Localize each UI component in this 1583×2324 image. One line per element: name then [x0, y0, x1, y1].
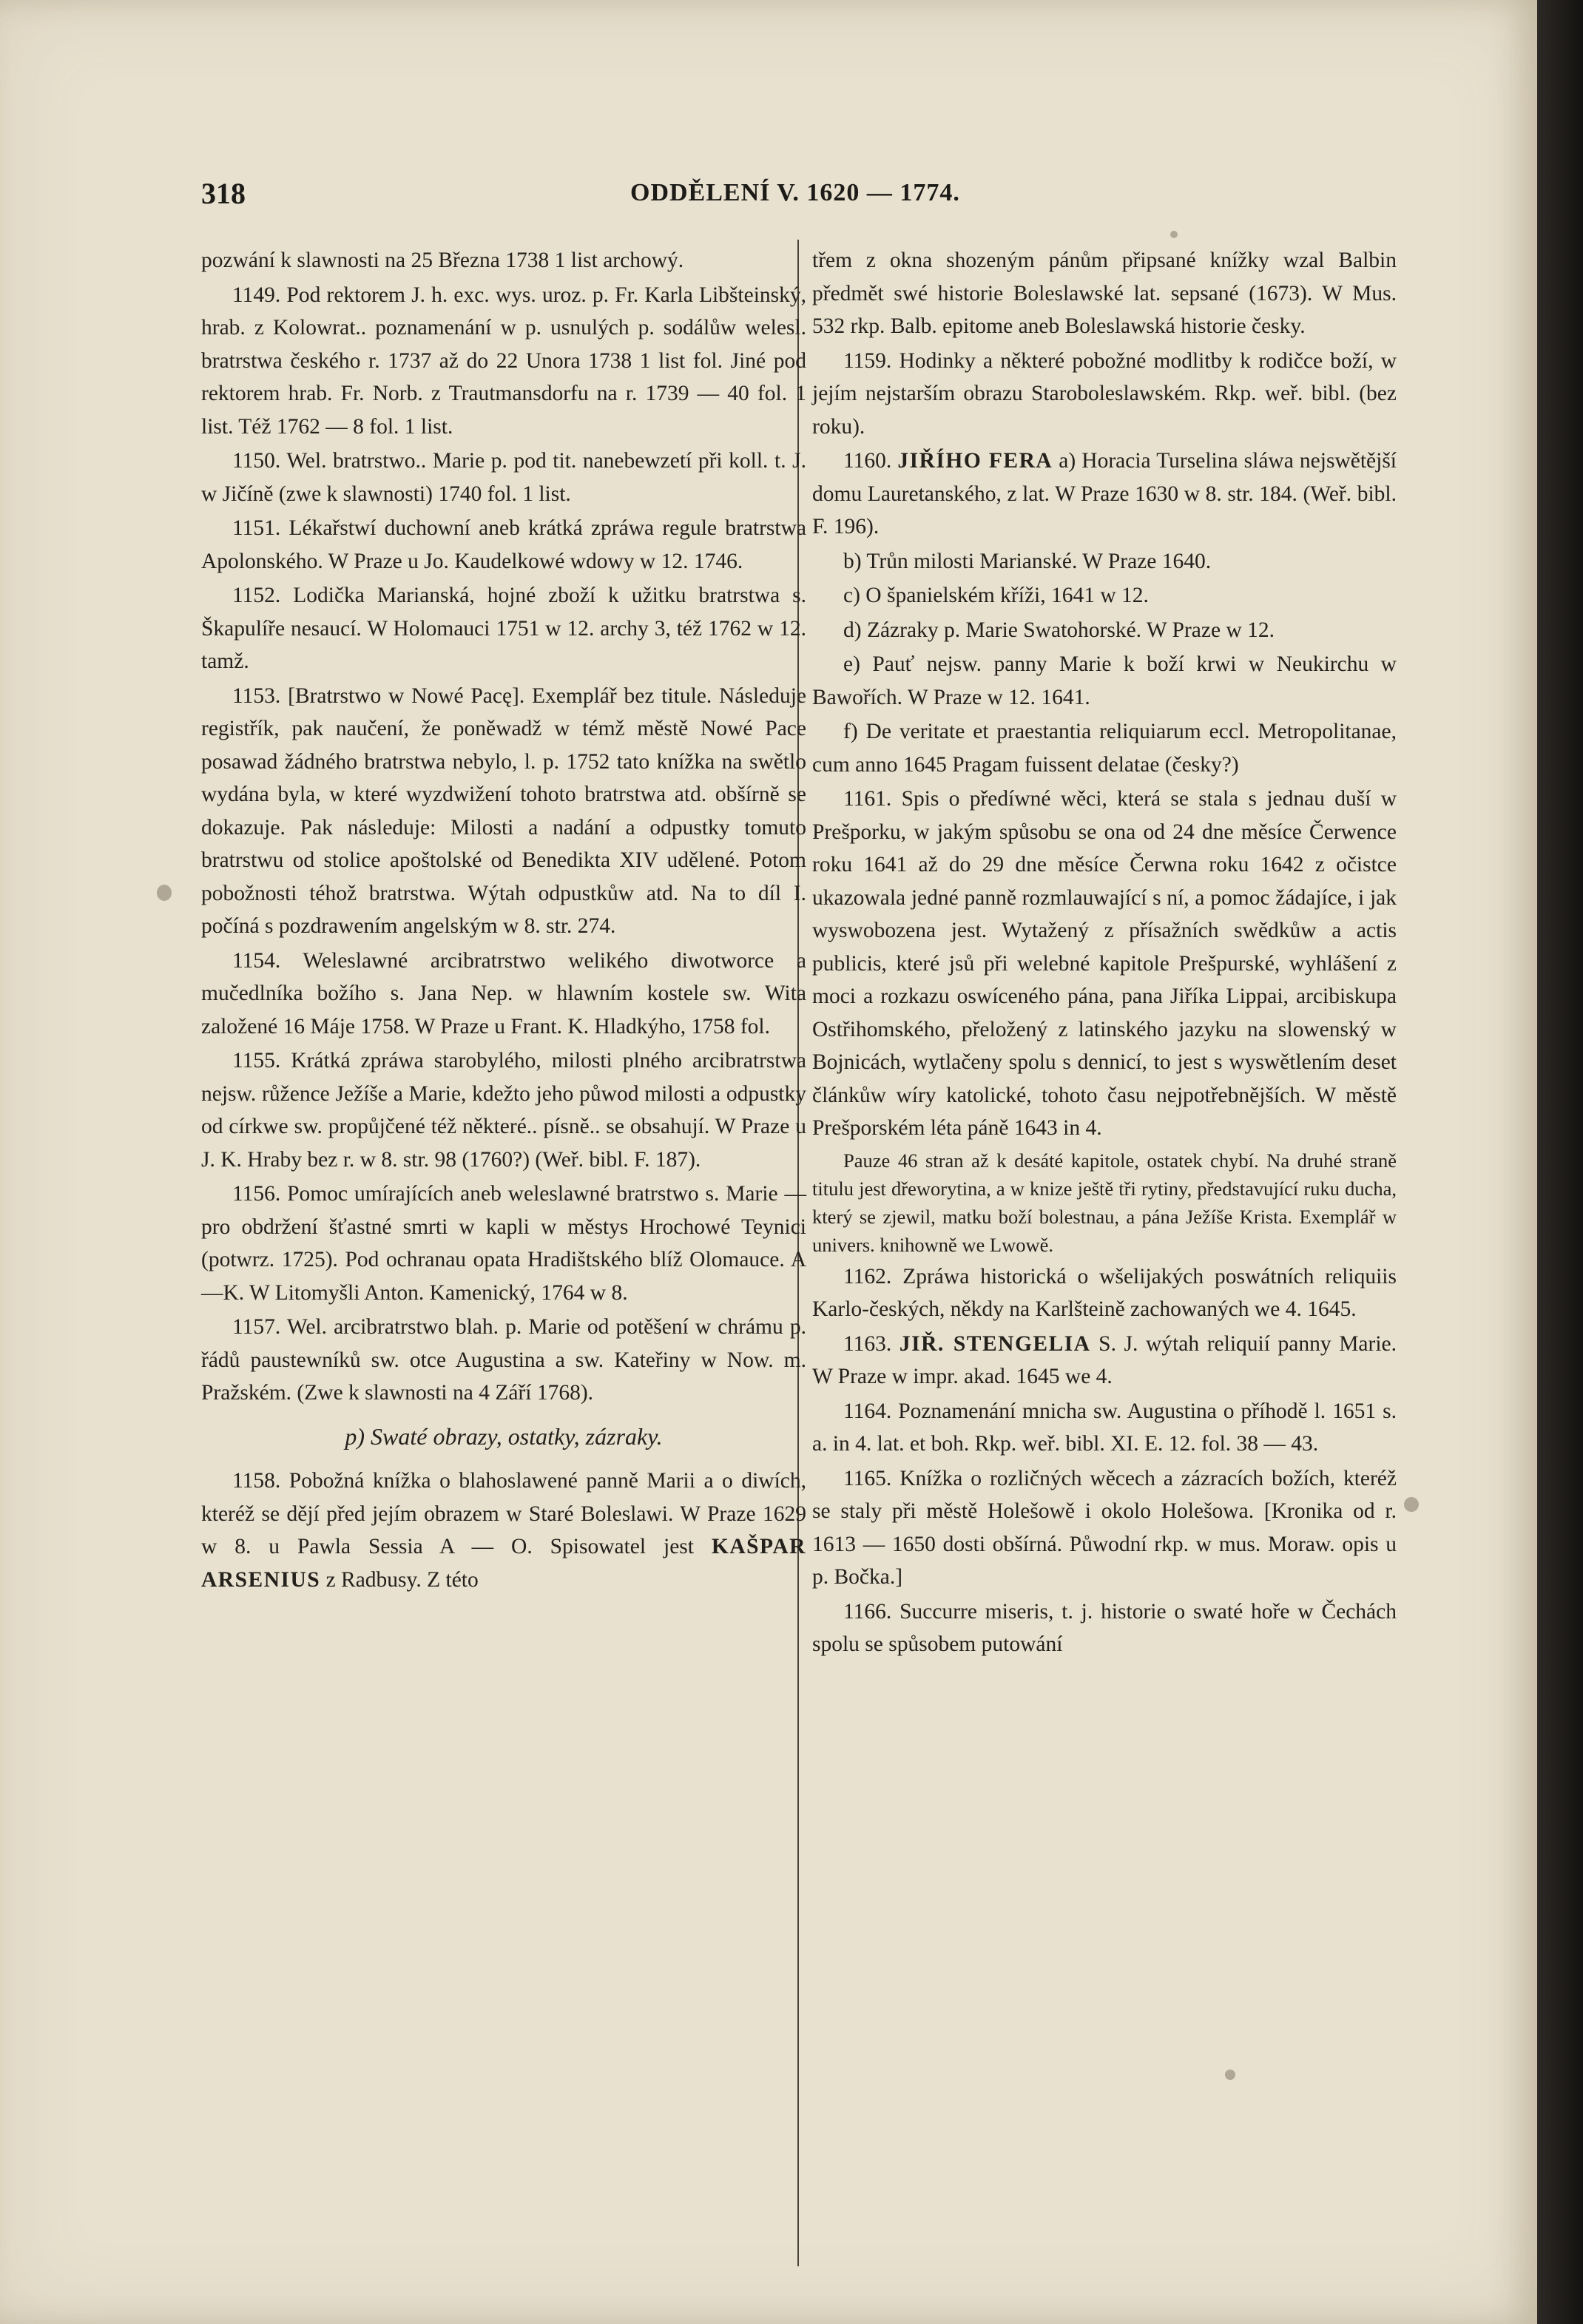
catalog-entry: třem z okna shozeným pánům připsané knížky wzal Balbin předmět swé historie Boleslawské lat. sepsané (1673). W Mus. 532 rkp. Balb. epitome aneb Boleslawská historie česky.	[812, 249, 1397, 338]
section-heading: p) Swaté obrazy, ostatky, zázraky.	[345, 1422, 663, 1450]
catalog-entry: 1165. Knížka o rozličných wěcech a zázracích božích, kteréž se staly při městě Holešowě i okolo Holešowa. [Kronika od r. 1613 — 1650 dosti obšírná. Půwodní rkp. w mus. Moraw. opis u p. Bočka.]	[812, 1466, 1397, 1589]
author-name: JIŘÍHO FERA	[897, 449, 1053, 473]
catalog-entry: 1154. Weleslawné arcibratrstwo welikého diwotworce a mučedlníka božího s. Jana Nep. w hlawním kostele sw. Wita založené 16 Máje 1758. W Praze u Frant. K. Hladkýho, 1758 fol.	[201, 948, 806, 1038]
catalog-entry: 1162. Zpráwa historická o wšelijakých poswátních reliquiis Karlo-českých, někdy na Karlšteině zachowaných we 4. 1645.	[812, 1264, 1397, 1321]
running-head: ODDĚLENÍ V. 1620 — 1774.	[630, 179, 960, 206]
right-column	[812, 244, 1397, 1663]
left-column	[201, 244, 806, 1598]
catalog-entry: 1166. Succurre miseris, t. j. historie o swaté hoře w Čechách spolu se spůsobem putowání	[812, 1599, 1397, 1656]
catalog-entry: b) Trůn milosti Marianské. W Praze 1640.	[843, 549, 1212, 573]
foxing-spot	[157, 885, 172, 901]
catalog-entry	[812, 445, 1397, 544]
catalog-entry: d) Zázraky p. Marie Swatohorské. W Praze w 12.	[843, 618, 1275, 642]
page-edge	[1537, 0, 1583, 2324]
entry-text: S. J. wýtah reliquií panny Marie. W Praze w impr. akad. 1645 we 4.	[812, 1331, 1397, 1388]
page-number: 318	[201, 177, 246, 210]
catalog-entry: 1157. Wel. arcibratrstwo blah. p. Marie od potěšení w chrámu p. řádů paustewníků sw. otce Augustina a sw. Kateřiny w Now. m. Pražském. (Zwe k slawnosti na 4 Září 1768).	[201, 1315, 806, 1405]
catalog-entry: 1155. Krátká zpráwa starobylého, milosti plného arcibratrstwa nejsw. růžence Ježíše a Marie, kdežto jeho půwod milosti a odpustky od církwe sw. propůjčené též některé.. písně.. se obsahují. W Praze u J. K. Hraby bez r. w 8. str. 98 (1760?) (Weř. bibl. F. 187).	[201, 1049, 806, 1172]
catalog-entry: 1152. Lodička Marianská, hojné zboží k užitku bratrstwa s. Škapulíře nesaucí. W Holomauci 1751 w 12. archy 3, též 1762 w 12. tamž.	[201, 584, 806, 673]
catalog-entry: c) O španielském kříži, 1641 w 12.	[843, 584, 1149, 607]
entry-number: 1160.	[843, 449, 892, 473]
author-name: KAŠPAR ARSENIUS	[201, 1535, 806, 1592]
catalog-entry: e) Pauť nejsw. panny Marie k boží krwi w Neukirchu w Bawořích. W Praze w 12. 1641.	[812, 652, 1397, 709]
catalog-entry: 1151. Lékařstwí duchowní aneb krátká zpráwa regule bratrstwa Apolonského. W Praze u Jo. Kaudelkowé wdowy w 12. 1746.	[201, 516, 806, 573]
catalog-entry: 1156. Pomoc umírajících aneb weleslawné bratrstwo s. Marie — pro obdržení šťastné smrti w kapli w městys Hrochowé Teynici (potwrz. 1725). Pod ochranau opata Hradištského blíž Olomauce. A—K. W Litomyšli Anton. Kamenický, 1764 w 8.	[201, 1182, 806, 1305]
catalog-entry	[812, 1328, 1397, 1394]
page-header	[201, 176, 1392, 213]
author-name: JIŘ. STENGELIA	[899, 1331, 1091, 1356]
entry-number: 1163.	[843, 1331, 892, 1356]
entry-text: a) Horacia Turselina sláwa nejswětější domu Lauretanského, z lat. W Praze 1630 w 8. str. 184. (Weř. bibl. F. 196).	[812, 449, 1397, 538]
catalog-entry: 1161. Spis o předíwné wěci, která se stala s jednau duší w Prešporku, w jakým spůsobu se ona od 24 dne měsíce Čerwence roku 1641 až do 29 dne měsíce Čerwna roku 1642 z očistce ukazowala jedné panně rozmlauwající s ní, a pomoc žádajíce, i jak wyswobozena jest. Wytažený z přísažních swědkůw a actis publicis, které jsů při welebné kapitole Prešpurské, wyhlášení z moci a rozkazu oswíceného pána, pana Jiříka Lippai, arcibiskupa Ostřihomského, přeložený z latinského jazyku na slowenský w Bojnicách, wytlačeny spolu s dennicí, to jest s wyswětlením deset článkůw wíry katolické, tohoto času nejpotřebnějších. W městě Prešporském léta páně 1643 in 4.	[812, 787, 1397, 1140]
catalog-note: Pauze 46 stran až k desáté kapitole, ostatek chybí. Na druhé straně titulu jest dřeworytina, a w knize ještě tři rytiny, představující ruku ducha, který se zjewil, matku boží bolestnau, a pána Ježíše Krista. Exemplář w univers. knihowně we Lwowě.	[812, 1149, 1397, 1256]
foxing-spot	[1404, 1497, 1419, 1512]
catalog-entry: 1159. Hodinky a některé pobožné modlitby k rodičce boží, w jejím nejstarším obrazu Staroboleslawském. Rkp. weř. bibl. (bez roku).	[812, 348, 1397, 439]
catalog-entry: pozwání k slawnosti na 25 Března 1738 1 list archowý.	[201, 249, 684, 272]
catalog-entry: 1153. [Bratrstwo w Nowé Pacę]. Exemplář bez titule. Následuje registřík, pak naučení, že poněwadž w témž městě Nowé Pace posawad žádného bratrstwa nebylo, l. p. 1752 tato knížka na swětlo wydána byla, w které wyzdwižení tohoto bratrstwa atd. obšírně se dokazuje. Pak následuje: Milosti a nadání a odpustky tomuto bratrstwu od stolice apoštolské od Benedikta XIV udělené. Potom pobožnosti téhož bratrstwa. Wýtah odpustkůw atd. Na to díl I. počíná s pozdrawením angelským w 8. str. 274.	[201, 683, 806, 938]
catalog-entry: 1149. Pod rektorem J. h. exc. wys. uroz. p. Fr. Karla Libšteinský, hrab. z Kolowrat.. poznamenání w p. usnulých p. sodálůw welesl. bratrstwa českého r. 1737 až do 22 Unora 1738 1 list fol. Jiné pod rektorem hrab. Fr. Norb. z Trautmansdorfu na r. 1739 — 40 fol. 1 list. Též 1762 — 8 fol. 1 list.	[201, 283, 806, 439]
catalog-entry: 1164. Poznamenání mnicha sw. Augustina o příhodě l. 1651 s. a. in 4. lat. et boh. Rkp. weř. bibl. XI. E. 12. fol. 38 — 43.	[812, 1399, 1397, 1456]
entry-text: 1158. Pobožná knížka o blahoslawené panně Marii a o diwích, kteréž se dějí před jejím obrazem w Staré Boleslawi. W Praze 1629 w 8. u Pawla Sessia A — O. Spisowatel jest	[201, 1469, 806, 1558]
foxing-spot	[1225, 2070, 1235, 2080]
catalog-entry: 1150. Wel. bratrstwo.. Marie p. pod tit. nanebewzetí při koll. t. J. w Jičíně (zwe k slawnosti) 1740 fol. 1 list.	[201, 449, 806, 506]
catalog-entry: f) De veritate et praestantia reliquiarum eccl. Metropolitanae, cum anno 1645 Pragam fuissent delatae (česky?)	[812, 720, 1397, 777]
entry-text: z Radbusy. Z této	[325, 1567, 479, 1592]
foxing-spot	[1170, 231, 1178, 238]
catalog-entry	[201, 1465, 806, 1596]
